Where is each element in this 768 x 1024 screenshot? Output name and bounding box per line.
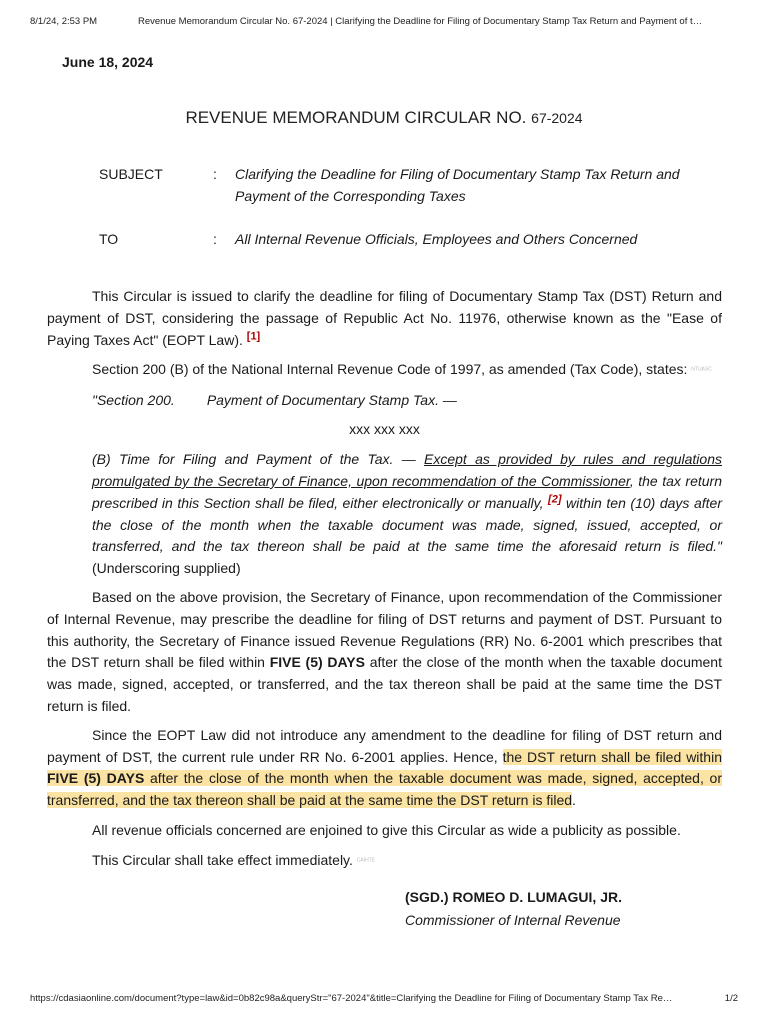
link-eopt[interactable]: "Ease of Paying Taxes Act" (47, 309, 722, 348)
print-doc-title: Revenue Memorandum Circular No. 67-2024 | Clarifying the Deadline for Filing of Documentary Stamp Tax Return and Payment of t… (138, 16, 703, 27)
bold-text: FIVE (5) DAYS (47, 770, 145, 787)
text: ), states: (633, 361, 692, 378)
to-value: All Internal Revenue Officials, Employees and Others Concerned (235, 231, 638, 247)
subject-colon: : (213, 166, 217, 182)
text: (Underscoring supplied) (92, 560, 241, 577)
quote-ellipsis: xxx xxx xxx (349, 421, 420, 438)
text: , the tax return prescribed in this Section shall be filed, either electronically or manually, (92, 472, 722, 511)
text: which prescribes that the DST return shall be filed within (47, 632, 722, 671)
print-footer (30, 993, 738, 1007)
circular-number: 67-2024 (531, 110, 583, 126)
link-nirc[interactable]: National Internal Revenue Code of 1997 (231, 361, 482, 378)
paragraph-effectivity (47, 850, 722, 872)
bold-text: FIVE (5) DAYS (269, 654, 365, 671)
footnote-2-link[interactable]: [2] (548, 493, 562, 506)
text: (B) Time for Filing and Payment of the Tax. — (92, 451, 424, 468)
circular-body (47, 286, 722, 872)
subject-label: SUBJECT (99, 166, 163, 182)
page-number: 1/2 (724, 993, 738, 1004)
circular-title-main: REVENUE MEMORANDUM CIRCULAR NO. (185, 108, 527, 127)
circular-title (0, 108, 768, 128)
signatory-position: Commissioner of Internal Revenue (405, 912, 621, 928)
text: after the close of the month when the taxable document was made, signed, accepted, or transferred, and the tax thereon shall be paid at the same time the DST return is filed. (47, 654, 722, 714)
marker-text: NTUASC (691, 366, 712, 373)
text: Section 200 (B) of the (92, 361, 232, 378)
text: . (572, 792, 576, 809)
print-header (30, 16, 738, 27)
signatory-name: (SGD.) ROMEO D. LUMAGUI, JR. (405, 889, 622, 905)
text: Based on the above provision, the Secretary of Finance, upon recommendation of the Commissioner of Internal Revenue, may prescribe the deadline for filing of DST returns and payment of DST. Pursuant to this authority, the Secretary of Finance issued (47, 588, 722, 649)
footnote-1-link[interactable]: [1] (246, 329, 261, 342)
subject-line-1: Clarifying the Deadline for Filing of Documentary Stamp Tax Return and (235, 166, 680, 182)
paragraph-eopt-applies (47, 725, 722, 812)
subject-line-2: Payment of the Corresponding Taxes (235, 188, 466, 204)
text: , otherwise known as the (496, 309, 667, 326)
paragraph-intro (47, 286, 722, 351)
text: applies. Hence, (395, 748, 503, 765)
text: (EOPT Law). (158, 331, 247, 348)
link-ra-11976[interactable]: Republic Act No. 11976 (343, 309, 497, 326)
print-timestamp: 8/1/24, 2:53 PM (30, 16, 98, 27)
link-eopt-law[interactable]: EOPT Law (157, 726, 227, 743)
subject-value (235, 163, 705, 207)
quote-section-number: "Section 200. (92, 391, 175, 408)
text: the DST return shall be filed within (502, 748, 722, 765)
quote-paragraph-b (47, 449, 722, 580)
print-url: https://cdasiaonline.com/document?type=law&id=0b82c98a&queryStr="67-2024"&title=Clarifying the Deadline for Filing of Documentary Stamp Tax Re… (30, 993, 673, 1004)
quote-section-title: Payment of Documentary Stamp Tax. — (206, 391, 457, 408)
underlined-text: Except as provided by rules and regulations promulgated by the Secretary of Finance, upon recommendation of the Commissioner (92, 451, 722, 489)
text: , as amended ( (481, 361, 575, 378)
text: This Circular is issued to clarify the deadline for filing of Documentary Stamp Tax (DST) Return and payment of DST, considering the passage of (47, 288, 722, 326)
document-date: June 18, 2024 (62, 54, 154, 70)
text: did not introduce any amendment to the deadline for filing of DST return and payment of DST, the current rule under (47, 726, 723, 765)
text: after the close of the month when the taxable document was made, signed, accepted, or transferred, and the tax thereon shall be paid at the same time the DST return is filed (47, 770, 723, 809)
to-colon: : (213, 231, 217, 247)
link-tax-code[interactable]: Tax Code (574, 361, 634, 378)
paragraph-rr-6-2001 (47, 587, 722, 718)
text: Since the (92, 726, 158, 743)
quote-section-head (47, 390, 722, 412)
text: This Circular shall take effect immediately. (92, 851, 357, 868)
marker-text: CAIHTE (356, 857, 376, 864)
paragraph-section-200 (47, 359, 722, 381)
signature-block (405, 886, 622, 932)
to-label: TO (99, 231, 119, 247)
paragraph-publicity: All revenue officials concerned are enjoined to give this Circular as wide a publicity as possible. (92, 821, 681, 838)
link-rr-6-2001[interactable]: RR No. 6-2001 (299, 748, 396, 765)
text: within ten (10) days after the close of the month when the taxable document was made, signed, issued, accepted, or transferred, and the tax thereon shall be paid at the same time the aforesaid return is filed." (92, 494, 723, 555)
link-rr-6-2001[interactable]: Revenue Regulations (RR) No. 6-2001 (340, 632, 584, 649)
